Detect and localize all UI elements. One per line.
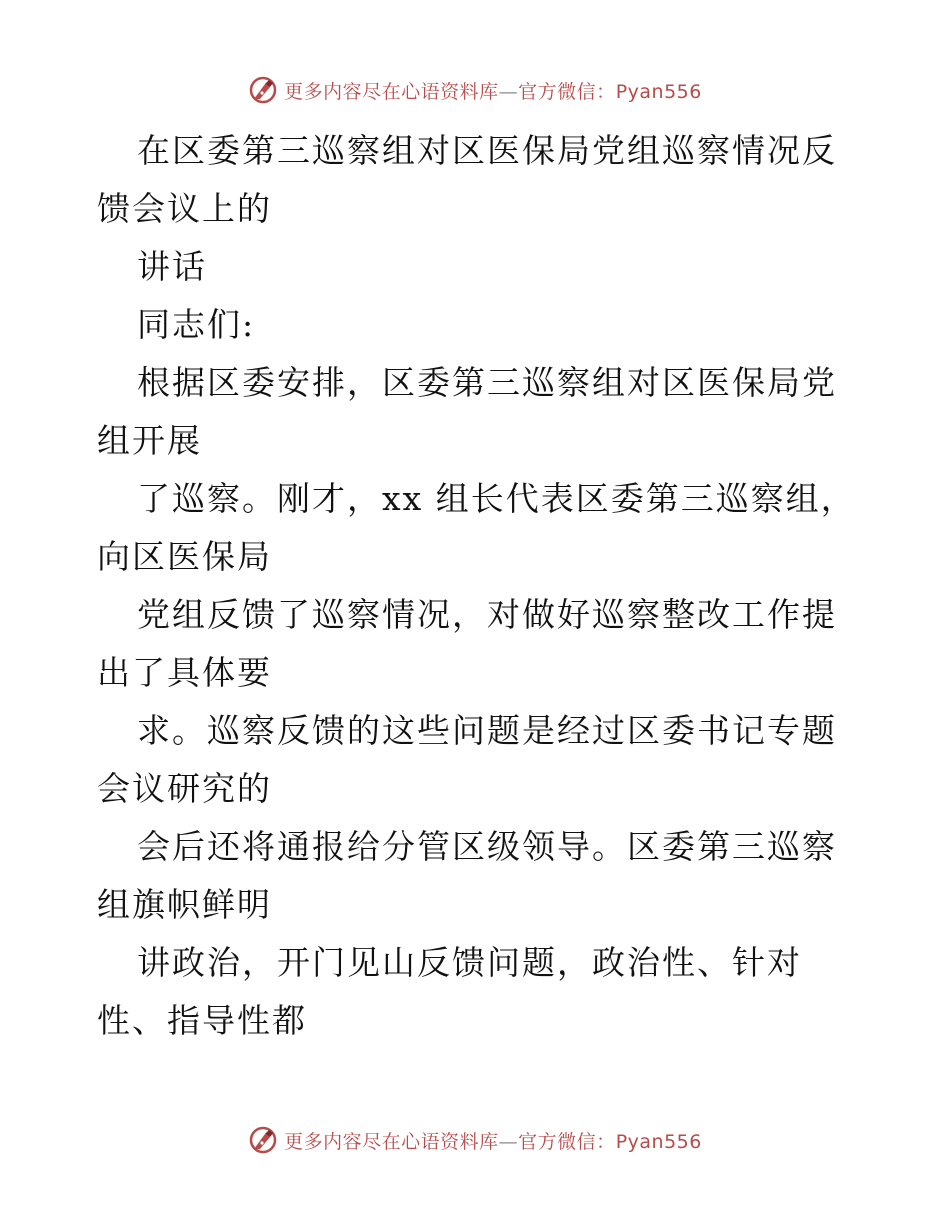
header-banner bbox=[0, 70, 950, 110]
document-title-line-2: 讲话 bbox=[137, 247, 207, 286]
pen-nib-logo-icon bbox=[248, 1125, 278, 1155]
header-banner-separator: — bbox=[498, 80, 519, 103]
body-paragraph-line: 根据区委安排，区委第三巡察组对区医保局党组开展 bbox=[97, 363, 837, 460]
footer-banner bbox=[0, 1120, 950, 1160]
document-body bbox=[97, 122, 857, 1050]
salutation: 同志们: bbox=[137, 305, 256, 344]
body-paragraph-line: 党组反馈了巡察情况，对做好巡察整改工作提出了具体要 bbox=[97, 595, 837, 692]
footer-banner-title: 更多内容尽在心语资料库 bbox=[284, 1130, 499, 1153]
pen-nib-logo-icon bbox=[248, 75, 278, 105]
document-title-line-1: 在区委第三巡察组对区医保局党组巡察情况反馈会议上的 bbox=[97, 131, 837, 228]
body-paragraph-line: 会后还将通报给分管区级领导。区委第三巡察组旗帜鲜明 bbox=[97, 827, 837, 924]
body-paragraph-line: 了巡察。刚才，xx 组长代表区委第三巡察组，向区医保局 bbox=[97, 479, 856, 576]
body-paragraph-line: 求。巡察反馈的这些问题是经过区委书记专题会议研究的 bbox=[97, 711, 837, 808]
footer-banner-text bbox=[284, 1127, 702, 1154]
header-banner-text bbox=[284, 77, 702, 104]
footer-banner-contact-label: 官方微信： bbox=[518, 1130, 616, 1153]
footer-banner-contact-id: Pyan556 bbox=[615, 1130, 702, 1153]
body-paragraph-line: 讲政治，开门见山反馈问题，政治性、针对性、指导性都 bbox=[97, 943, 802, 1040]
header-banner-title: 更多内容尽在心语资料库 bbox=[284, 80, 499, 103]
header-banner-contact-id: Pyan556 bbox=[615, 80, 702, 103]
header-banner-contact-label: 官方微信： bbox=[518, 80, 616, 103]
footer-banner-separator: — bbox=[498, 1130, 519, 1153]
